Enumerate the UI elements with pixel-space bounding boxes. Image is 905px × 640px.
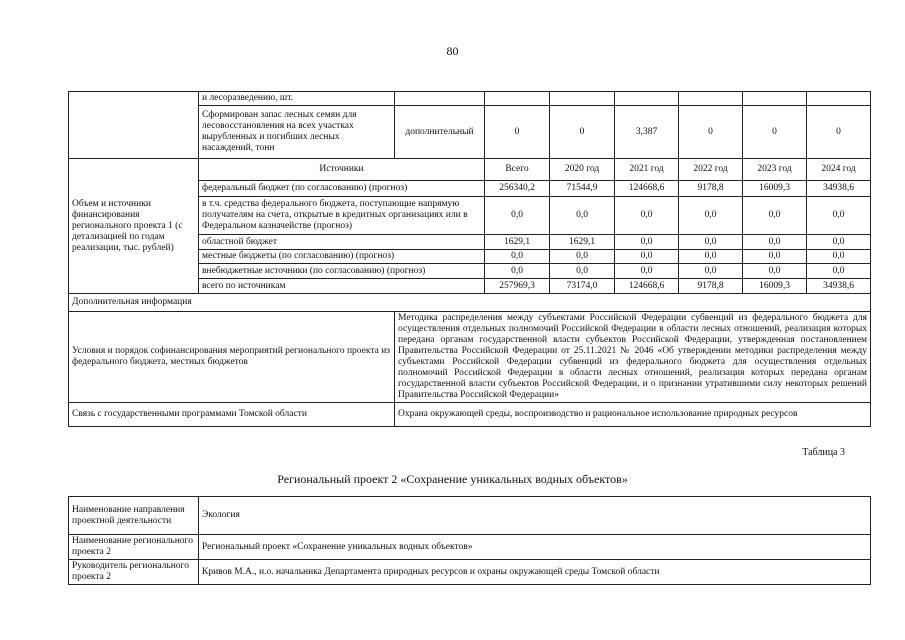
table-label: Таблица 3 (802, 447, 845, 458)
value-cell: 0 (679, 106, 743, 159)
conditions-label: Условия и порядок софинансирования мероприятий регионального проекта из федерального бюджета, местных бюджетов (69, 312, 395, 403)
header-year: 2024 год (807, 159, 871, 181)
value-cell: 1629,1 (550, 235, 615, 250)
value-cell: 34938,6 (807, 181, 871, 197)
value-cell: 1629,1 (485, 235, 550, 250)
section-title: Региональный проект 2 «Сохранение уникальных водных объектов» (277, 472, 628, 486)
value-cell: 16009,3 (743, 279, 807, 294)
header-year: 2021 год (615, 159, 679, 181)
source-name: всего по источникам (199, 279, 485, 294)
value-cell: 0,0 (743, 235, 807, 250)
value-cell: 0,0 (485, 250, 550, 264)
value-cell: 0,0 (807, 264, 871, 279)
info-value: Экология (199, 497, 871, 535)
value-cell: 0 (550, 106, 615, 159)
value-cell: 0,0 (550, 264, 615, 279)
conditions-text: Методика распределения между субъектами Российской Федерации субвенций из федерального бюджета для осуществления отдельных полномочий Российской Федерации в области лесных отношений, реализация которых передана органам государственной власти субъектов Российской Федерации, утвержденная постановлением Правительства Российской Федерации от 25.11.2021 № 2046 «Об утверждении методики распределения между субъектами Российской Федерации субвенций из федерального бюджета для осуществления отдельных полномочий Российской Федерации в области лесных отношений, реализация которых передана органам государственной власти субъектов Российской Федерации, и о признании утратившими силу некоторых решений Правительства Российской Федерации» (395, 312, 871, 403)
value-cell: 0,0 (807, 250, 871, 264)
value-cell: 0,0 (743, 250, 807, 264)
table-row (69, 497, 871, 535)
table-row (69, 403, 871, 427)
programs-link-label: Связь с государственными программами Томской области (69, 403, 395, 427)
info-label: Наименование регионального проекта 2 (69, 535, 199, 560)
header-total: Всего (485, 159, 550, 181)
value-cell: 0,0 (743, 264, 807, 279)
value-cell: 0,0 (550, 250, 615, 264)
indicator-seed-label: Сформирован запас лесных семян для лесовосстановления на всех участках вырубленных и погибших лесных насаждений, тонн (199, 106, 395, 159)
value-cell: 9178,8 (679, 181, 743, 197)
value-cell: 0,0 (679, 250, 743, 264)
info-label: Наименование направления проектной деятельности (69, 497, 199, 535)
table-row (69, 560, 871, 585)
value-cell: 0,0 (807, 197, 871, 235)
value-cell: 0,0 (485, 197, 550, 235)
value-cell: 0,0 (550, 197, 615, 235)
financing-table (68, 91, 871, 427)
value-cell: 0,0 (485, 264, 550, 279)
value-cell: 0 (485, 106, 550, 159)
value-cell: 3,387 (615, 106, 679, 159)
value-cell: 124668,6 (615, 279, 679, 294)
table-header-row (69, 159, 871, 181)
table-row (69, 535, 871, 560)
header-year: 2023 год (743, 159, 807, 181)
value-cell: 73174,0 (550, 279, 615, 294)
source-name: внебюджетные источники (по согласованию) (прогноз) (199, 264, 485, 279)
value-cell: 34938,6 (807, 279, 871, 294)
value-cell: 71544,9 (550, 181, 615, 197)
value-cell: 0,0 (615, 235, 679, 250)
programs-link-text: Охрана окружающей среды, воспроизводство и рациональное использование природных ресурсов (395, 403, 871, 427)
page-number: 80 (446, 44, 459, 58)
additional-info-heading: Дополнительная информация (69, 294, 871, 312)
info-value: Региональный проект «Сохранение уникальных водных объектов» (199, 535, 871, 560)
value-cell: 256340,2 (485, 181, 550, 197)
source-name: местные бюджеты (по согласованию) (прогноз) (199, 250, 485, 264)
info-value: Кривов М.А., и.о. начальника Департамента природных ресурсов и охраны окружающей среды Томской области (199, 560, 871, 585)
source-name: областной бюджет (199, 235, 485, 250)
source-name: федеральный бюджет (по согласованию) (прогноз) (199, 181, 485, 197)
value-cell: 0 (743, 106, 807, 159)
indicator-cont: и лесоразведению, шт. (199, 92, 395, 106)
header-year: 2020 год (550, 159, 615, 181)
value-cell: 0,0 (679, 197, 743, 235)
value-cell: 0,0 (615, 250, 679, 264)
value-cell: 0,0 (807, 235, 871, 250)
indicator-type: дополнительный (395, 106, 485, 159)
value-cell: 257969,3 (485, 279, 550, 294)
table-row (69, 312, 871, 403)
value-cell: 0,0 (615, 197, 679, 235)
table-row (69, 294, 871, 312)
value-cell: 0,0 (743, 197, 807, 235)
financing-label: Объем и источники финансирования регионального проекта 1 (с детализацией по годам реализации, тыс. рублей) (69, 159, 199, 294)
blank-cell (395, 92, 485, 106)
header-sources: Источники (199, 159, 485, 181)
value-cell: 0 (807, 106, 871, 159)
value-cell: 16009,3 (743, 181, 807, 197)
blank-cell (69, 92, 199, 159)
value-cell: 0,0 (679, 235, 743, 250)
value-cell: 9178,8 (679, 279, 743, 294)
value-cell: 0,0 (679, 264, 743, 279)
source-name: в т.ч. средства федерального бюджета, поступающие напрямую получателям на счета, открытые в кредитных организациях или в Федеральном казначействе (прогноз) (199, 197, 485, 235)
table-row (69, 92, 871, 106)
value-cell: 0,0 (615, 264, 679, 279)
header-year: 2022 год (679, 159, 743, 181)
value-cell: 124668,6 (615, 181, 679, 197)
info-label: Руководитель регионального проекта 2 (69, 560, 199, 585)
project-info-table (68, 496, 871, 585)
